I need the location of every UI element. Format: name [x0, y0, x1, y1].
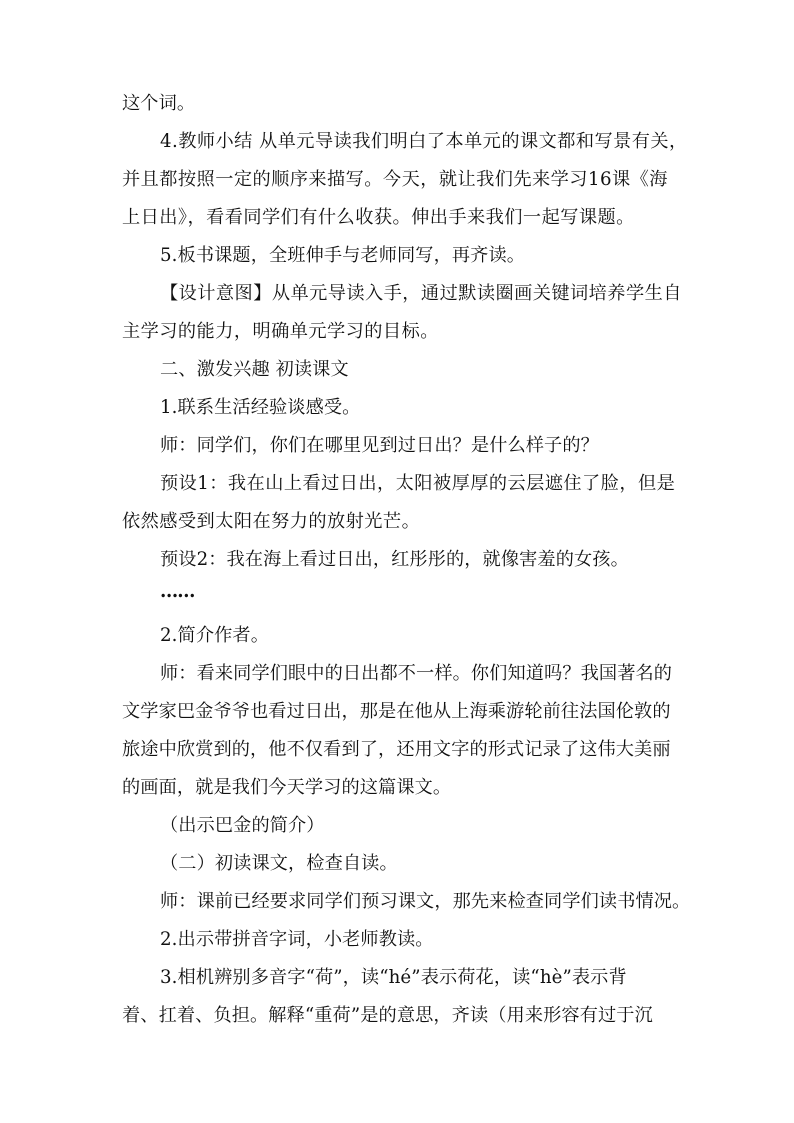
text-line: 预设1：我在山上看过日出，太阳被厚厚的云层遮住了脸，但是: [160, 473, 676, 494]
text-line: 师：同学们，你们在哪里见到过日出？是什么样子的？: [160, 435, 599, 456]
text-line: 依然感受到太阳在努力的放射光芒。: [122, 511, 421, 532]
text-line: 3.相机辨别多音字“荷”，读“hé”表示荷花，读“hè”表示背: [160, 967, 627, 988]
text-line: 师：看来同学们眼中的日出都不一样。你们知道吗？我国著名的: [160, 663, 673, 684]
text-line: 文学家巴金爷爷也看过日出，那是在他从上海乘游轮前往法国伦敦的: [122, 701, 671, 722]
text-line: 2.出示带拼音字词，小老师教读。: [160, 929, 434, 950]
text-line: 这个词。: [122, 93, 196, 114]
text-line: 的画面，就是我们今天学习的这篇课文。: [122, 777, 452, 798]
text-line: 并且都按照一定的顺序来描写。今天，就让我们先来学习16课《海: [122, 169, 668, 190]
ellipsis-line: ……: [160, 581, 195, 602]
text-line: 着、扛着、负担。解释“重荷”是的意思，齐读（用来形容有过于沉: [122, 1005, 653, 1026]
text-line: 旅途中欣赏到的，他不仅看到了，还用文字的形式记录了这伟大美丽: [122, 739, 671, 760]
text-line: 5.板书课题，全班伸手与老师同写，再齐读。: [160, 245, 526, 266]
section-heading: 二、激发兴趣 初读课文: [160, 359, 349, 380]
text-line: 主学习的能力，明确单元学习的目标。: [122, 321, 439, 342]
text-line: 1.联系生活经验谈感受。: [160, 397, 361, 418]
text-line: （出示巴金的简介）: [160, 815, 325, 836]
text-line: 4.教师小结 从单元导读我们明白了本单元的课文都和写景有关，: [160, 131, 688, 152]
text-line: 师：课前已经要求同学们预习课文，那先来检查同学们读书情况。: [160, 891, 691, 912]
text-line: 2.简介作者。: [160, 625, 269, 646]
text-line: （二）初读课文，检查自读。: [160, 853, 398, 874]
text-line: 【设计意图】从单元导读入手，通过默读圈画关键词培养学生自: [160, 283, 682, 304]
text-line: 预设2：我在海上看过日出，红彤彤的，就像害羞的女孩。: [160, 549, 629, 570]
text-line: 上日出》，看看同学们有什么收获。伸出手来我们一起写课题。: [122, 207, 635, 228]
